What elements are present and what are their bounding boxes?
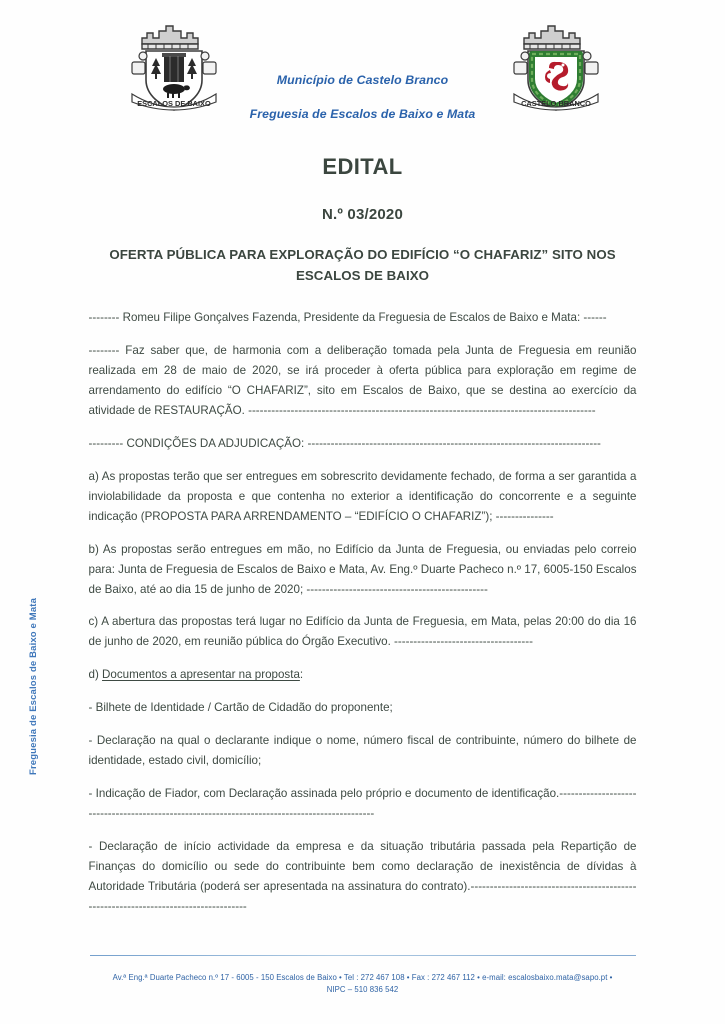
paragraph-intro: -------- Faz saber que, de harmonia com a deliberação tomada pela Junta de Freguesia em reunião realizada em 28 de maio de 2020, se irá proceder à oferta pública para exploração em regime de arrendamento do edifício “O CHAFARIZ”, sito em Escalos de Baixo, que se destina ao exercício da atividade de RESTAURAÇÃO. ------------------------------------------------------------------------------------------ (88, 344, 637, 417)
paragraph-conditions-heading: --------- CONDIÇÕES DA ADJUDICAÇÃO: ---------------------------------------------------------------------------- (88, 436, 601, 450)
page-title: EDITAL (322, 154, 403, 179)
paragraph-president: -------- Romeu Filipe Gonçalves Fazenda, Presidente da Freguesia de Escalos de Baixo e Mata: ------ (88, 311, 607, 325)
condition-d-prefix: d) (88, 668, 103, 682)
condition-d-underlined-label: Documentos a apresentar na proposta (102, 668, 300, 682)
paragraph-condition-d (89, 665, 637, 685)
svg-text:CASTELO BRANCO: CASTELO BRANCO (521, 99, 591, 108)
footer-divider (90, 955, 636, 956)
svg-text:ESCALOS DE BAIXO: ESCALOS DE BAIXO (137, 99, 211, 108)
document-item-2: - Declaração na qual o declarante indique o nome, número fiscal de contribuinte, número do bilhete de identidade, estado civil, domicílio; (88, 734, 637, 768)
document-item-3: - Indicação de Fiador, com Declaração assinada pelo próprio e documento de identificação.---------------------------------------------------------------------------------------------- (88, 787, 637, 821)
document-header (0, 0, 725, 140)
footer-address-line: Av.ª Eng.ª Duarte Pacheco n.º 17 - 6005 - 150 Escalos de Baixo • Tel : 272 467 108 • Fax : 272 467 112 • e-mail: escalosbaixo.mata@sapo.pt • (112, 972, 613, 982)
condition-d-suffix: : (299, 668, 304, 682)
vertical-sidebar-label: Freguesia de Escalos de Baixo e Mata (28, 598, 39, 775)
document-number: N.º 03/2020 (321, 206, 404, 223)
document-subtitle: OFERTA PÚBLICA PARA EXPLORAÇÃO DO EDIFÍCIO “O CHAFARIZ” SITO NOS ESCALOS DE BAIXO (109, 247, 616, 283)
document-item-1: - Bilhete de Identidade / Cartão de Cidadão do proponente; (88, 701, 393, 715)
paragraph-condition-b: b) As propostas serão entregues em mão, no Edifício da Junta de Freguesia, ou enviadas pelo correio para: Junta de Freguesia de Escalos de Baixo e Mata, Av. Eng.º Duarte Pacheco n.º 17, 6005-150 Escalos de Baixo, até ao dia 15 de junho de 2020; ----------------------------------------------- (88, 542, 637, 596)
document-item-4: - Declaração de início actividade da empresa e da situação tributária passada pela Repartição de Finanças do domicílio ou sede do contribuinte bem como declaração de inexistência de dívidas à Autoridade Tributária (poderá ser apresentada na assinatura do contrato).------------------------------------------------------------------------------------ (88, 839, 637, 913)
paragraph-condition-a: a) As propostas terão que ser entregues em sobrescrito devidamente fechado, de forma a ser garantida a inviolabilidade da proposta e que contenha no exterior a identificação do concorrente e a seguinte indicação (PROPOSTA PARA ARRENDAMENTO – “EDIFÍCIO O CHAFARIZ”); --------------- (88, 469, 637, 523)
municipality-name: Município de Castelo Branco (276, 73, 449, 87)
document-body (89, 286, 637, 917)
header-entity-titles (0, 74, 725, 121)
parish-name: Freguesia de Escalos de Baixo e Mata (249, 107, 476, 122)
paragraph-condition-c: c) A abertura das propostas terá lugar no Edifício da Junta de Freguesia, em Mata, pelas 20:00 do dia 16 de junho de 2020, em reunião pública do Órgão Executivo. ------------------------------------ (88, 615, 637, 649)
footer-nipc-line: NIPC – 510 836 542 (326, 984, 399, 994)
document-footer (0, 955, 725, 996)
footer-contact-block (0, 972, 725, 996)
